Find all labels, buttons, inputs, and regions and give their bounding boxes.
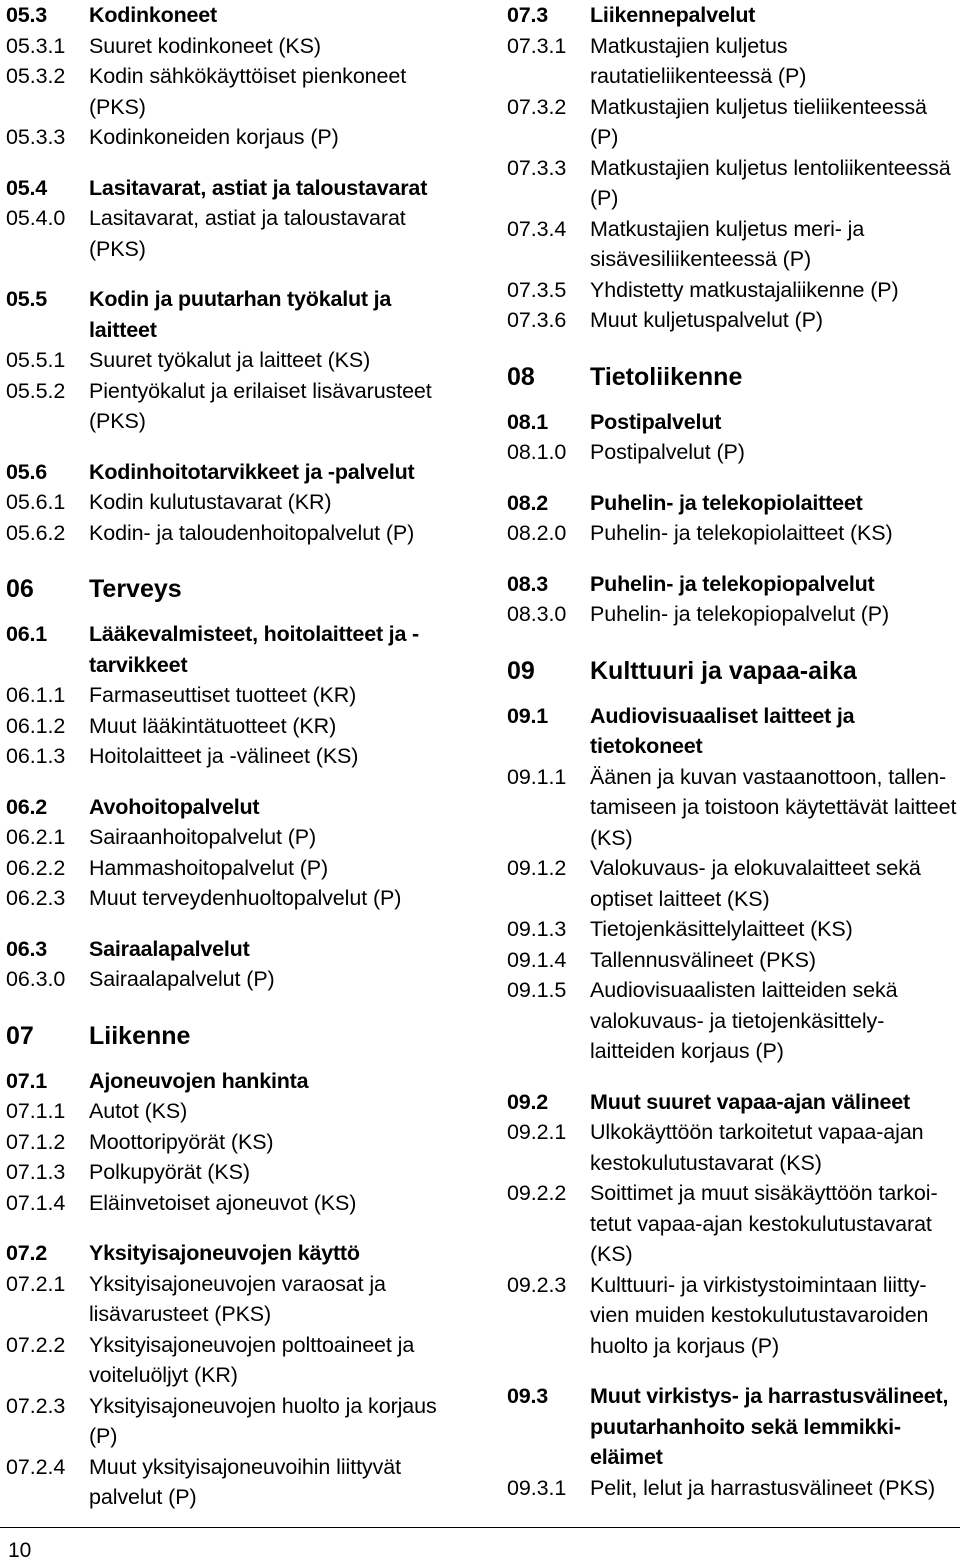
category-code: 09.2.3	[507, 1272, 567, 1297]
category-label: Puhelin- ja telekopiolaitteet (KS)	[590, 521, 893, 545]
category-label: Moottoripyörät (KS)	[89, 1129, 274, 1154]
category-label: Tietoliikenne	[590, 362, 743, 391]
category-label: Matkustajien kuljetus rautatieliikenteessä (P)	[590, 33, 807, 88]
category-label: Kodin ja puutarhan työkalut ja laitteet	[89, 287, 392, 342]
category-label: Matkustajien kuljetus meri- ja sisävesiliikenteessä (P)	[590, 216, 865, 271]
category-code: 07.3.2	[507, 94, 567, 119]
category-label: Lasitavarat, astiat ja taloustavarat (PKS)	[89, 206, 406, 261]
category-label: Postipalvelut	[590, 409, 722, 434]
category-code: 08.3	[507, 571, 549, 596]
category-code: 08	[507, 362, 535, 391]
subcategory-item	[6, 376, 458, 437]
category-label: Terveys	[89, 575, 182, 603]
category-heading	[6, 792, 458, 823]
category-code: 06.3	[6, 936, 48, 961]
subcategory-item	[6, 487, 458, 518]
category-code: 07.3.3	[507, 155, 567, 180]
subcategory-item	[6, 31, 458, 62]
subcategory-item	[507, 1178, 959, 1270]
subcategory-item	[507, 945, 959, 976]
category-code: 09.3.1	[507, 1475, 567, 1500]
category-label: Muut virkistys- ja harrastusvälineet, puutarhanhoito sekä lemmikki-eläimet	[590, 1384, 949, 1469]
subcategory-item	[6, 1157, 458, 1188]
category-code: 07.1.4	[6, 1190, 66, 1215]
category-label: Kodin sähkökäyttöiset pienkoneet (PKS)	[89, 64, 407, 119]
category-label: Puhelin- ja telekopiopalvelut (P)	[590, 602, 890, 626]
category-code: 05.5.2	[6, 378, 66, 403]
category-code: 05.3	[6, 3, 48, 27]
category-label: Yksityisajoneuvojen polttoaineet ja voiteluöljyt (KR)	[89, 1332, 415, 1387]
category-label: Matkustajien kuljetus lentoliikenteessä (P)	[590, 155, 951, 210]
subcategory-item	[6, 61, 458, 122]
category-code: 07.2	[6, 1241, 48, 1265]
category-code: 05.5	[6, 287, 48, 311]
subcategory-item	[507, 214, 959, 275]
category-label: Äänen ja kuvan vastaanottoon, tallen-tamiseen ja toistoon käytettävät laitteet (KS)	[590, 764, 957, 850]
category-code: 07.1	[6, 1068, 48, 1093]
category-label: Postipalvelut (P)	[590, 440, 745, 464]
category-label: Kodin- ja taloudenhoitopalvelut (P)	[89, 520, 415, 545]
subcategory-item	[6, 1452, 458, 1513]
subcategory-item	[6, 1330, 458, 1391]
category-label: Avohoitopalvelut	[89, 794, 260, 819]
subcategory-item	[6, 1269, 458, 1330]
category-code: 07.1.3	[6, 1160, 66, 1184]
category-label: Sairaanhoitopalvelut (P)	[89, 825, 317, 849]
category-label: Hammashoitopalvelut (P)	[89, 855, 329, 880]
page-number: 10	[8, 1539, 32, 1562]
subcategory-item	[6, 711, 458, 742]
category-code: 08.1.0	[507, 440, 567, 464]
category-label: Lääkevalmisteet, hoitolaitteet ja -tarvikkeet	[89, 622, 419, 677]
category-label: Kodinkoneiden korjaus (P)	[89, 125, 339, 149]
right-column	[507, 0, 959, 1503]
subcategory-item	[6, 680, 458, 711]
category-heading	[507, 0, 959, 31]
category-code: 09.1.3	[507, 917, 567, 941]
subcategory-item	[507, 599, 959, 630]
subcategory-item	[6, 345, 458, 376]
category-label: Autot (KS)	[89, 1099, 188, 1123]
category-heading	[6, 1238, 458, 1269]
category-code: 07.3.6	[507, 308, 567, 332]
subcategory-item	[507, 1270, 959, 1362]
category-heading	[507, 1381, 959, 1473]
category-label: Liikenne	[89, 1021, 191, 1050]
category-label: Ulkokäyttöön tarkoitetut vapaa-ajan kestokulutustavarat (KS)	[590, 1120, 924, 1175]
subcategory-item	[507, 914, 959, 945]
subcategory-item	[507, 92, 959, 153]
category-label: Yksityisajoneuvojen varaosat ja lisävarusteet (PKS)	[89, 1271, 386, 1326]
category-code: 08.2.0	[507, 521, 567, 545]
category-code: 09.1.2	[507, 856, 567, 880]
subcategory-item	[507, 437, 959, 468]
category-label: Muut lääkintätuotteet (KR)	[89, 713, 337, 738]
category-label: Audiovisuaaliset laitteet ja tietokoneet	[590, 703, 855, 758]
category-code: 07.1.1	[6, 1099, 66, 1123]
category-code: 07.3.1	[507, 33, 567, 58]
category-heading	[6, 934, 458, 965]
category-code: 06.1.2	[6, 713, 66, 738]
category-code: 09.2.2	[507, 1181, 567, 1205]
subcategory-item	[507, 975, 959, 1067]
subcategory-item	[6, 122, 458, 153]
subcategory-item	[6, 518, 458, 549]
left-column	[6, 0, 458, 1513]
subcategory-item	[6, 1391, 458, 1452]
category-label: Suuret kodinkoneet (KS)	[89, 33, 321, 58]
category-label: Hoitolaitteet ja -välineet (KS)	[89, 744, 359, 768]
category-code: 06.2.2	[6, 855, 66, 880]
category-label: Eläinvetoiset ajoneuvot (KS)	[89, 1190, 357, 1215]
category-code: 06.2.1	[6, 825, 66, 849]
subcategory-item	[6, 1096, 458, 1127]
category-label: Yksityisajoneuvojen käyttö	[89, 1241, 360, 1265]
category-code: 05.3.2	[6, 64, 66, 88]
category-label: Ajoneuvojen hankinta	[89, 1068, 309, 1093]
subcategory-item	[6, 883, 458, 914]
category-code: 09.2	[507, 1089, 549, 1114]
subcategory-item	[6, 1188, 458, 1219]
category-label: Suuret työkalut ja laitteet (KS)	[89, 348, 371, 372]
category-label: Muut terveydenhuoltopalvelut (P)	[89, 886, 402, 910]
category-label: Tallennusvälineet (PKS)	[590, 947, 816, 972]
category-label: Kulttuuri- ja virkistystoimintaan liitty-vien muiden kestokulutustavaroiden huolto ja korjaus (P)	[590, 1272, 929, 1358]
category-code: 05.6	[6, 459, 48, 484]
category-code: 06.2.3	[6, 886, 66, 910]
category-label: Puhelin- ja telekopiopalvelut	[590, 571, 875, 596]
category-code: 07.3.4	[507, 216, 567, 241]
category-label: Lasitavarat, astiat ja taloustavarat	[89, 175, 428, 200]
category-code: 09.1.5	[507, 978, 567, 1002]
category-code: 09.1.1	[507, 764, 567, 789]
category-label: Sairaalapalvelut	[89, 936, 250, 961]
category-heading	[6, 457, 458, 488]
category-label: Kodinhoitotarvikkeet ja -palvelut	[89, 459, 415, 484]
category-label: Puhelin- ja telekopiolaitteet	[590, 490, 863, 515]
category-heading	[6, 1066, 458, 1097]
category-code: 06.1.3	[6, 744, 66, 768]
main-category	[507, 361, 959, 393]
category-code: 08.1	[507, 409, 549, 434]
category-code: 07.3.5	[507, 277, 567, 302]
category-label: Sairaalapalvelut (P)	[89, 967, 275, 991]
category-code: 05.6.1	[6, 490, 66, 514]
category-code: 05.4.0	[6, 206, 66, 230]
category-label: Kodinkoneet	[89, 3, 217, 27]
category-code: 06	[6, 575, 34, 603]
subcategory-item	[507, 1473, 959, 1504]
category-code: 05.3.3	[6, 125, 66, 149]
category-label: Audiovisuaalisten laitteiden sekä valokuvaus- ja tietojenkäsittely-laitteiden korjaus (P)	[590, 978, 898, 1063]
category-code: 09.1	[507, 703, 549, 728]
category-heading	[507, 1087, 959, 1118]
category-code: 09.3	[507, 1384, 549, 1408]
subcategory-item	[507, 305, 959, 336]
category-code: 07.2.2	[6, 1332, 66, 1357]
subcategory-item	[507, 518, 959, 549]
category-label: Polkupyörät (KS)	[89, 1160, 250, 1184]
category-code: 06.3.0	[6, 967, 66, 991]
category-code: 05.4	[6, 175, 48, 200]
category-code: 07	[6, 1021, 34, 1050]
subcategory-item	[6, 853, 458, 884]
category-code: 09	[507, 656, 535, 685]
main-category	[507, 655, 959, 687]
subcategory-item	[6, 741, 458, 772]
category-code: 05.3.1	[6, 33, 66, 58]
category-label: Kulttuuri ja vapaa-aika	[590, 656, 857, 685]
category-label: Matkustajien kuljetus tieliikenteessä (P)	[590, 94, 927, 149]
category-code: 06.1	[6, 622, 48, 646]
category-label: Yhdistetty matkustajaliikenne (P)	[590, 277, 899, 302]
category-code: 09.1.4	[507, 947, 567, 972]
category-code: 09.2.1	[507, 1120, 567, 1144]
subcategory-item	[507, 153, 959, 214]
category-heading	[507, 488, 959, 519]
footer-divider	[0, 1527, 960, 1528]
category-code: 08.2	[507, 490, 549, 515]
subcategory-item	[6, 964, 458, 995]
main-category	[6, 573, 458, 605]
category-label: Muut kuljetuspalvelut (P)	[590, 308, 823, 332]
category-label: Pelit, lelut ja harrastusvälineet (PKS)	[590, 1475, 936, 1500]
category-label: Muut yksityisajoneuvoihin liittyvät palvelut (P)	[89, 1454, 401, 1509]
category-label: Soittimet ja muut sisäkäyttöön tarkoi-tetut vapaa-ajan kestokulutustavarat (KS)	[590, 1181, 938, 1266]
subcategory-item	[6, 822, 458, 853]
category-code: 08.3.0	[507, 602, 567, 626]
category-label: Muut suuret vapaa-ajan välineet	[590, 1089, 910, 1114]
subcategory-item	[6, 203, 458, 264]
category-label: Farmaseuttiset tuotteet (KR)	[89, 683, 357, 707]
category-heading	[6, 173, 458, 204]
category-heading	[6, 619, 458, 680]
category-code: 07.3	[507, 3, 549, 27]
category-code: 05.5.1	[6, 348, 66, 372]
category-heading	[507, 701, 959, 762]
category-code: 07.2.1	[6, 1271, 66, 1296]
category-code: 07.1.2	[6, 1129, 66, 1154]
category-label: Pientyökalut ja erilaiset lisävarusteet (PKS)	[89, 378, 432, 433]
subcategory-item	[507, 1117, 959, 1178]
category-label: Liikennepalvelut	[590, 3, 756, 27]
subcategory-item	[507, 275, 959, 306]
subcategory-item	[507, 762, 959, 854]
category-heading	[507, 569, 959, 600]
category-code: 07.2.4	[6, 1454, 66, 1479]
main-category	[6, 1020, 458, 1052]
category-code: 07.2.3	[6, 1393, 66, 1418]
category-code: 05.6.2	[6, 520, 66, 545]
category-code: 06.1.1	[6, 683, 66, 707]
category-heading	[6, 0, 458, 31]
category-label: Tietojenkäsittelylaitteet (KS)	[590, 917, 853, 941]
subcategory-item	[507, 31, 959, 92]
category-label: Kodin kulutustavarat (KR)	[89, 490, 332, 514]
category-label: Yksityisajoneuvojen huolto ja korjaus (P)	[89, 1393, 437, 1448]
category-heading	[6, 284, 458, 345]
subcategory-item	[507, 853, 959, 914]
subcategory-item	[6, 1127, 458, 1158]
category-label: Valokuvaus- ja elokuvalaitteet sekä optiset laitteet (KS)	[590, 856, 921, 911]
category-code: 06.2	[6, 794, 48, 819]
category-heading	[507, 407, 959, 438]
